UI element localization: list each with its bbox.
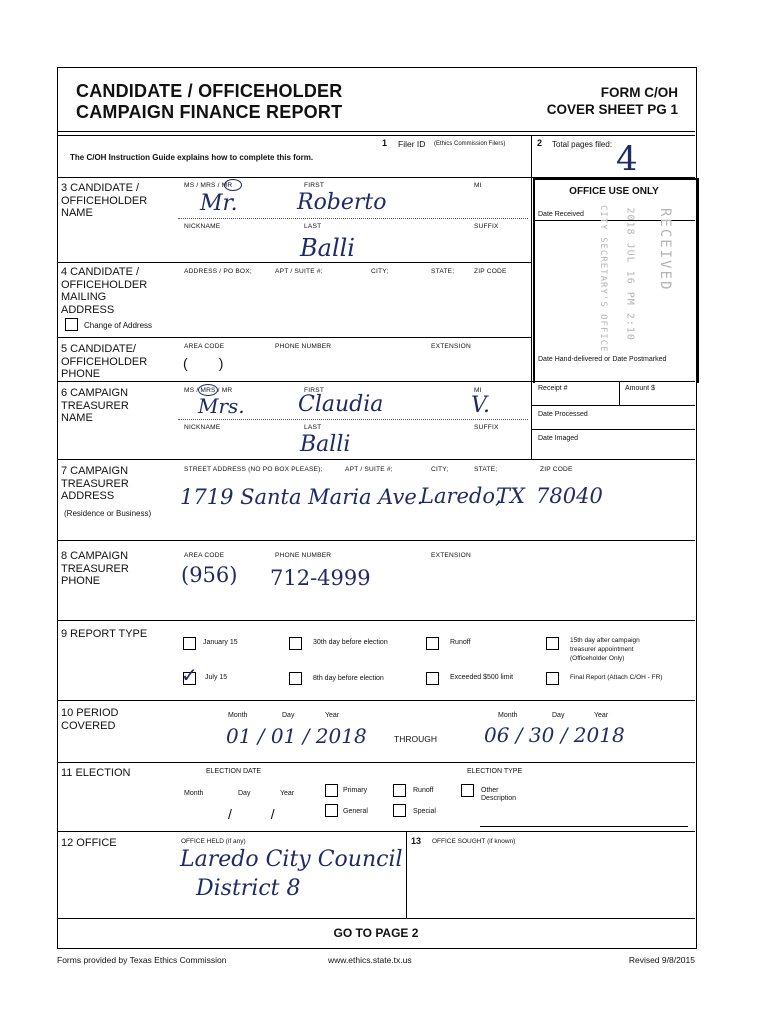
- runoff-report-label: Runoff: [450, 639, 471, 646]
- election-date-slashes[interactable]: / /: [228, 806, 275, 822]
- candidate-title-value[interactable]: Mr.: [200, 191, 238, 216]
- instruction-text: The C/OH Instruction Guide explains how to complete this form.: [70, 153, 314, 162]
- year-label: Year: [280, 790, 295, 797]
- section-6-label: 6 CAMPAIGN TREASURER NAME: [61, 387, 129, 424]
- ms-mrs-mr-label: MS / MRS / MR: [184, 387, 233, 394]
- divider: [531, 381, 532, 459]
- special-checkbox[interactable]: [393, 804, 406, 817]
- filer-id-note: (Ethics Commission Filers): [434, 141, 506, 147]
- office-held-line1-value[interactable]: Laredo City Council: [180, 847, 403, 872]
- area-code-label: AREA CODE: [184, 343, 225, 350]
- candidate-first-value[interactable]: Roberto: [297, 190, 387, 215]
- election-type-label: ELECTION TYPE: [467, 768, 523, 775]
- last-label: LAST: [304, 223, 322, 230]
- section-13-number: 13: [411, 836, 422, 846]
- divider: [619, 381, 620, 405]
- ms-mrs-mr-label: MS / MRS / MR: [184, 182, 233, 189]
- other-label: Other Description: [481, 787, 517, 802]
- 30th-day-label: 30th day before election: [313, 639, 388, 646]
- divider: [57, 831, 695, 832]
- section-12-label: 12 OFFICE: [61, 837, 117, 849]
- 8th-day-label: 8th day before election: [313, 675, 384, 682]
- residence-note: (Residence or Business): [64, 509, 152, 518]
- section-9-label: 9 REPORT TYPE: [61, 628, 148, 640]
- office-use-box: [533, 178, 699, 383]
- apt-label: APT / SUITE #;: [275, 268, 323, 275]
- phone-number-label: PHONE NUMBER: [275, 343, 332, 350]
- special-label: Special: [413, 808, 436, 815]
- zip-label: ZIP CODE: [474, 268, 507, 275]
- treasurer-last-value[interactable]: Balli: [300, 432, 351, 457]
- go-to-page-2: GO TO PAGE 2: [333, 926, 419, 940]
- final-report-checkbox[interactable]: [546, 672, 559, 685]
- form-subtitle: CAMPAIGN FINANCE REPORT: [76, 102, 343, 122]
- exceeded-limit-checkbox[interactable]: [426, 672, 439, 685]
- phone-parens[interactable]: ( ): [183, 355, 224, 371]
- month-label: Month: [498, 712, 518, 719]
- date-processed-label: Date Processed: [538, 411, 588, 418]
- zip-label: ZIP CODE: [540, 466, 573, 473]
- pages-value[interactable]: 4: [616, 139, 638, 179]
- mi-label: MI: [474, 387, 482, 394]
- secretary-stamp: CITY SECRETARY'S OFFICE: [598, 205, 608, 353]
- 15th-day-label: 15th day after campaign treasurer appointment (Officeholder Only): [570, 637, 640, 662]
- divider: [531, 135, 532, 381]
- first-label: FIRST: [304, 182, 325, 189]
- received-stamp: RECEIVED: [657, 208, 673, 292]
- treasurer-zip-value[interactable]: 78040: [536, 484, 603, 508]
- divider: [57, 459, 695, 460]
- 8th-day-checkbox[interactable]: [289, 672, 302, 685]
- final-report-label: Final Report (Attach C/OH - FR): [570, 674, 663, 681]
- month-label: Month: [228, 712, 248, 719]
- city-label: CITY;: [371, 268, 389, 275]
- treasurer-phone-value[interactable]: 712-4999: [270, 566, 371, 590]
- treasurer-city-value[interactable]: Laredo,: [420, 484, 502, 508]
- dotted-divider: [178, 218, 528, 219]
- candidate-last-value[interactable]: Balli: [300, 234, 355, 262]
- other-description-line: [480, 826, 688, 827]
- divider: [57, 540, 695, 541]
- address-label: ADDRESS / PO BOX;: [184, 268, 252, 275]
- treasurer-mi-value[interactable]: V.: [471, 393, 491, 418]
- suffix-label: SUFFIX: [474, 424, 499, 431]
- section-10-label: 10 PERIOD COVERED: [61, 707, 119, 732]
- divider: [57, 337, 532, 338]
- apt-label: APT / SUITE #;: [345, 466, 393, 473]
- dotted-divider: [178, 419, 528, 420]
- divider: [406, 831, 407, 918]
- section-11-label: 11 ELECTION: [61, 767, 131, 779]
- office-held-line2-value[interactable]: District 8: [196, 876, 301, 901]
- change-address-label: Change of Address: [84, 321, 153, 330]
- office-held-label: OFFICE HELD (if any): [181, 838, 246, 845]
- divider: [57, 918, 695, 919]
- divider: [531, 405, 695, 406]
- treasurer-state-value[interactable]: TX: [496, 484, 525, 508]
- section-4-label: 4 CANDIDATE / OFFICEHOLDER MAILING ADDRESS: [61, 266, 148, 316]
- primary-label: Primary: [343, 787, 368, 794]
- date-hand-delivered-label: Date Hand-delivered or Date Postmarked: [538, 356, 667, 363]
- first-label: FIRST: [304, 387, 325, 394]
- 30th-day-checkbox[interactable]: [289, 637, 302, 650]
- nickname-label: NICKNAME: [184, 424, 221, 431]
- pages-number: 2: [537, 138, 543, 148]
- year-label: Year: [325, 712, 340, 719]
- cover-sheet-label: COVER SHEET PG 1: [546, 102, 678, 117]
- period-to-value[interactable]: 06 / 30 / 2018: [484, 723, 625, 747]
- extension-label: EXTENSION: [431, 552, 471, 559]
- runoff-election-checkbox[interactable]: [393, 784, 406, 797]
- july-15-check-mark: ✓: [181, 663, 198, 687]
- filer-id-label: Filer ID: [398, 139, 426, 149]
- divider: [57, 762, 695, 763]
- january-15-checkbox[interactable]: [183, 637, 196, 650]
- treasurer-street-value[interactable]: 1719 Santa Maria Ave.: [180, 485, 424, 509]
- runoff-report-checkbox[interactable]: [426, 637, 439, 650]
- exceeded-limit-label: Exceeded $500 limit: [450, 674, 514, 681]
- treasurer-area-code-value[interactable]: (956): [181, 563, 238, 587]
- filer-id-number: 1: [382, 138, 388, 148]
- footer-url[interactable]: www.ethics.state.tx.us: [328, 955, 412, 965]
- mr-circle-mark: [224, 179, 242, 191]
- election-date-label: ELECTION DATE: [206, 768, 262, 775]
- area-code-label: AREA CODE: [184, 552, 225, 559]
- form-title: CANDIDATE / OFFICEHOLDER: [76, 81, 343, 101]
- day-label: Day: [282, 712, 295, 719]
- office-sought-label: OFFICE SOUGHT (if known): [432, 838, 516, 845]
- year-label: Year: [594, 712, 609, 719]
- office-use-title: OFFICE USE ONLY: [569, 186, 659, 197]
- footer-left: Forms provided by Texas Ethics Commission: [57, 955, 227, 965]
- divider: [57, 620, 695, 621]
- divider: [57, 135, 695, 136]
- general-checkbox[interactable]: [325, 804, 338, 817]
- last-label: LAST: [304, 424, 322, 431]
- july-15-label: July 15: [205, 674, 228, 681]
- receipt-label: Receipt #: [538, 385, 568, 392]
- divider: [57, 700, 695, 701]
- phone-number-label: PHONE NUMBER: [275, 552, 332, 559]
- nickname-label: NICKNAME: [184, 223, 221, 230]
- period-from-value[interactable]: 01 / 01 / 2018: [226, 724, 367, 748]
- treasurer-title-value[interactable]: Mrs.: [198, 394, 245, 418]
- section-7-label: 7 CAMPAIGN TREASURER ADDRESS: [61, 465, 129, 502]
- date-received-label: Date Received: [538, 211, 584, 218]
- section-3-label: 3 CANDIDATE / OFFICEHOLDER NAME: [61, 182, 148, 219]
- suffix-label: SUFFIX: [474, 223, 499, 230]
- divider: [57, 262, 532, 263]
- january-15-label: January 15: [203, 639, 238, 646]
- state-label: STATE;: [474, 466, 498, 473]
- amount-label: Amount $: [625, 385, 655, 392]
- runoff-election-label: Runoff: [413, 787, 434, 794]
- day-label: Day: [552, 712, 565, 719]
- primary-checkbox[interactable]: [325, 784, 338, 797]
- mi-label: MI: [474, 182, 482, 189]
- pages-label: Total pages filed:: [552, 140, 613, 149]
- treasurer-first-value[interactable]: Claudia: [298, 392, 384, 417]
- date-stamp: 2018 JUL 16 PM 2:10: [624, 207, 636, 341]
- divider: [531, 429, 695, 430]
- general-label: General: [343, 808, 368, 815]
- street-label: STREET ADDRESS (NO PO BOX PLEASE);: [184, 466, 323, 473]
- section-5-label: 5 CANDIDATE/ OFFICEHOLDER PHONE: [61, 343, 148, 380]
- other-checkbox[interactable]: [461, 784, 474, 797]
- date-imaged-label: Date Imaged: [538, 435, 579, 442]
- change-address-checkbox[interactable]: [65, 318, 78, 331]
- extension-label: EXTENSION: [431, 343, 471, 350]
- day-label: Day: [238, 790, 251, 797]
- form-id: FORM C/OH: [600, 85, 678, 100]
- 15th-day-checkbox[interactable]: [546, 637, 559, 650]
- through-label: THROUGH: [394, 734, 437, 744]
- city-label: CITY;: [431, 466, 449, 473]
- month-label: Month: [184, 790, 204, 797]
- state-label: STATE;: [431, 268, 455, 275]
- footer-revised: Revised 9/8/2015: [628, 955, 695, 965]
- divider: [57, 131, 695, 132]
- section-8-label: 8 CAMPAIGN TREASURER PHONE: [61, 550, 129, 587]
